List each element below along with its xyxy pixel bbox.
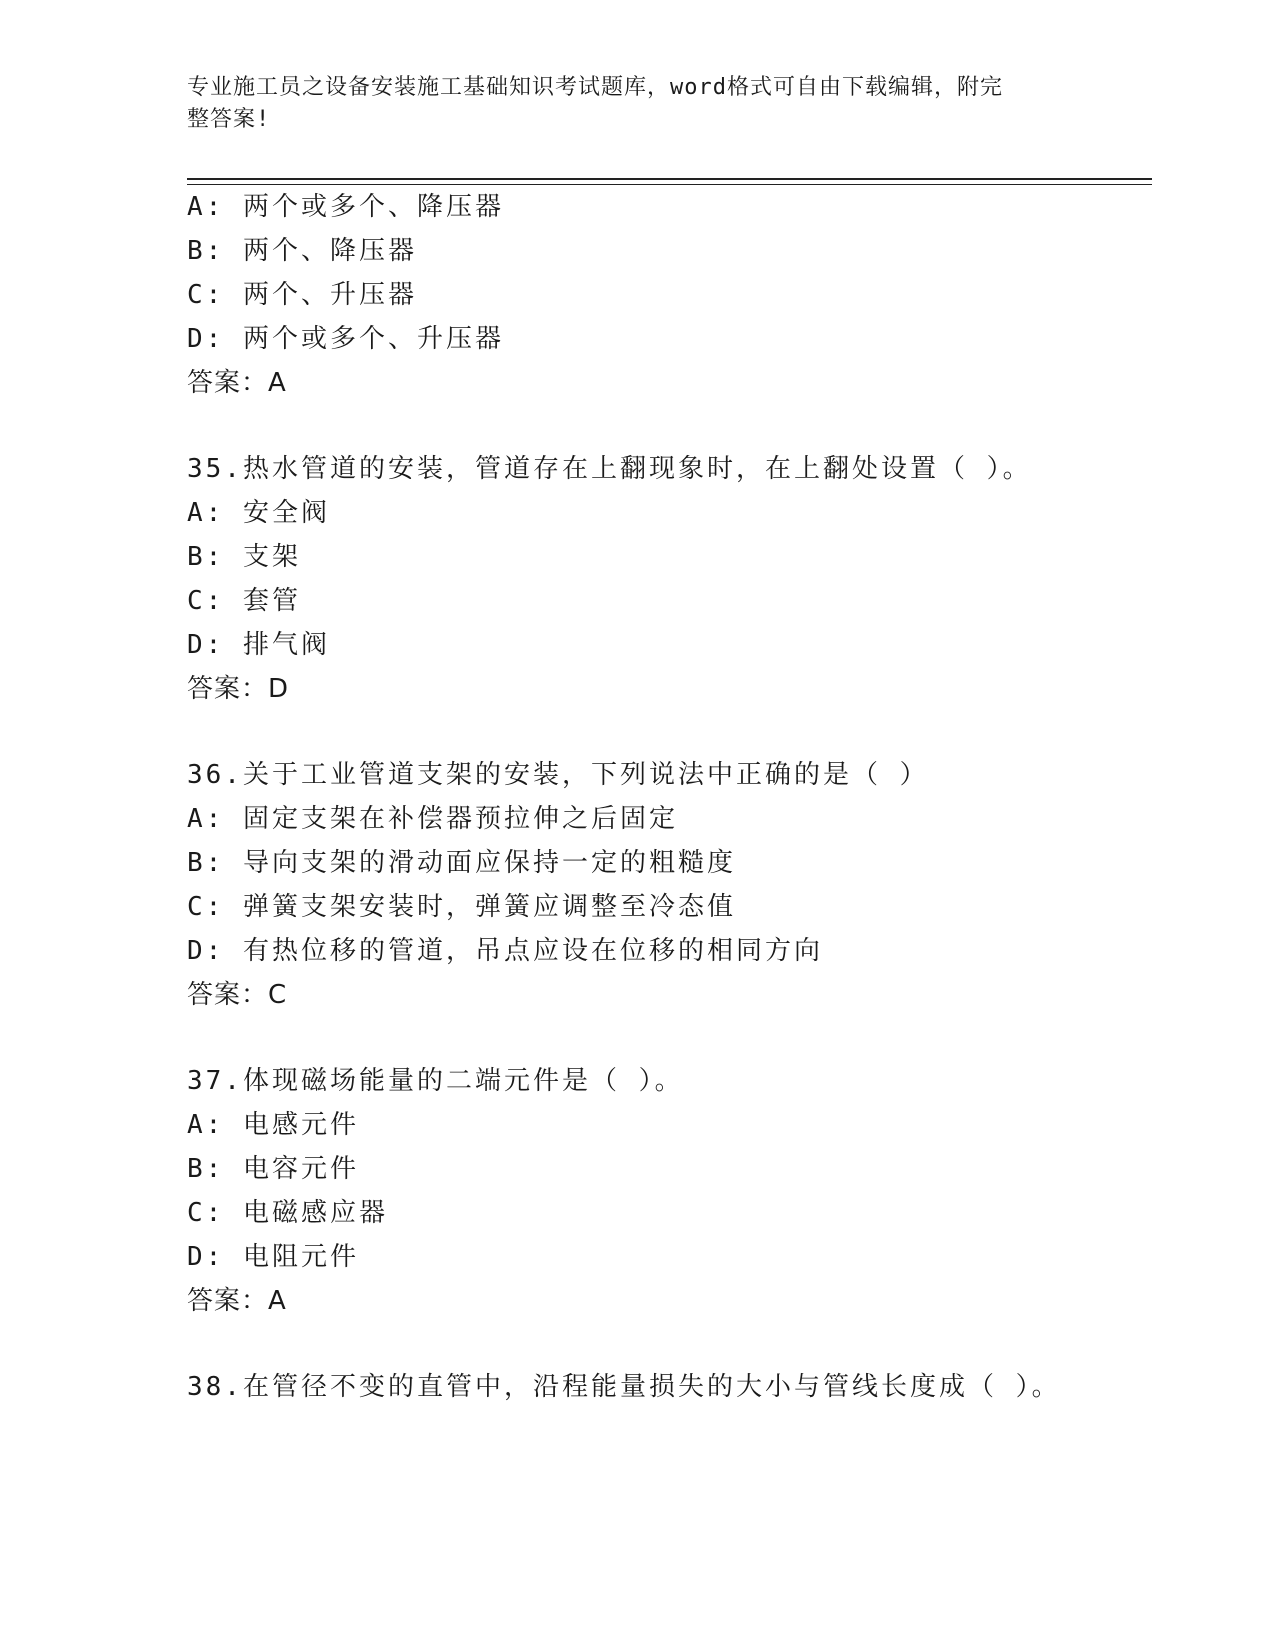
q37-question: 37.体现磁场能量的二端元件是（ ）。 <box>187 1066 684 1096</box>
q36-question: 36.关于工业管道支架的安装，下列说法中正确的是（ ） <box>187 760 929 790</box>
header-line-2: 整答案! <box>187 107 271 132</box>
q35-option-c: C: 套管 <box>187 586 301 616</box>
q35-option-a: A: 安全阀 <box>187 498 330 528</box>
header-divider-thin <box>187 184 1152 185</box>
q36-option-d: D: 有热位移的管道，吊点应设在位移的相同方向 <box>187 936 823 966</box>
q37-option-b: B: 电容元件 <box>187 1154 359 1184</box>
q34-option-a: A: 两个或多个、降压器 <box>187 192 504 222</box>
q37-option-a: A: 电感元件 <box>187 1110 359 1140</box>
q37-answer: 答案：A <box>187 1286 287 1316</box>
q37-option-c: C: 电磁感应器 <box>187 1198 388 1228</box>
header-line-1: 专业施工员之设备安装施工基础知识考试题库，word格式可自由下载编辑，附完 <box>187 75 1003 100</box>
q36-answer: 答案：C <box>187 980 288 1010</box>
document-header <box>187 72 1067 136</box>
q38-question: 38.在管径不变的直管中，沿程能量损失的大小与管线长度成（ ）。 <box>187 1372 1061 1402</box>
q35-question: 35.热水管道的安装，管道存在上翻现象时，在上翻处设置（ ）。 <box>187 454 1032 484</box>
q34-answer: 答案：A <box>187 368 287 398</box>
header-divider-thick <box>187 178 1152 180</box>
q35-answer: 答案：D <box>187 674 290 704</box>
q34-option-b: B: 两个、降压器 <box>187 236 417 266</box>
q35-option-b: B: 支架 <box>187 542 301 572</box>
q36-option-b: B: 导向支架的滑动面应保持一定的粗糙度 <box>187 848 736 878</box>
q34-option-c: C: 两个、升压器 <box>187 280 417 310</box>
q37-option-d: D: 电阻元件 <box>187 1242 359 1272</box>
q36-option-c: C: 弹簧支架安装时，弹簧应调整至冷态值 <box>187 892 736 922</box>
q35-option-d: D: 排气阀 <box>187 630 330 660</box>
q34-option-d: D: 两个或多个、升压器 <box>187 324 504 354</box>
q36-option-a: A: 固定支架在补偿器预拉伸之后固定 <box>187 804 678 834</box>
